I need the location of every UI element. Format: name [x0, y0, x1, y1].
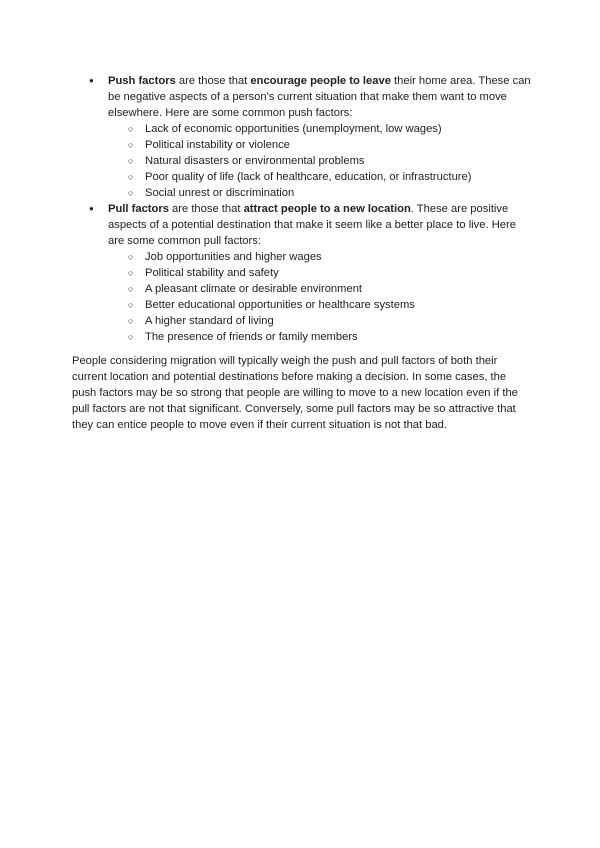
filled-bullet-icon: ● [89, 76, 94, 85]
hollow-bullet-icon: ○ [128, 124, 134, 134]
hollow-bullet-icon: ○ [128, 140, 134, 150]
push-text-1: are those that [175, 75, 251, 87]
hollow-bullet-icon: ○ [128, 268, 134, 278]
conclusion-paragraph: People considering migration will typically weigh the push and pull factors of both their current location and potential destinations before making a decision. In some cases, the push factors may be so strong that people are willing to move to a new location even if the pull factors are not that significant. Conversely, some pull factors may be so attractive that they can entice people to move even if their current situation is not that bad. [72, 355, 518, 431]
hollow-bullet-icon: ○ [128, 188, 134, 198]
list-item: ○ Natural disasters or environmental problems [128, 155, 365, 167]
push-factors-sublist [108, 121, 532, 201]
list-item: ○ Job opportunities and higher wages [128, 251, 322, 263]
hollow-bullet-icon: ○ [128, 332, 134, 342]
pull-emphasis: attract people to a new location [243, 203, 411, 215]
pull-text-2: . These are positive aspects of a potential destination that make it seem like a better place to live. Here are some common pull factors: [108, 203, 516, 247]
hollow-bullet-icon: ○ [128, 156, 134, 166]
list-item: ○ Political instability or violence [128, 139, 290, 151]
list-item: ○ A higher standard of living [128, 315, 274, 327]
factor-list [72, 73, 532, 345]
list-item: ○ A pleasant climate or desirable environment [128, 283, 363, 295]
pull-factors-sublist [108, 249, 532, 345]
push-term: Push factors [108, 75, 176, 87]
push-factors-item [72, 73, 532, 201]
pull-text-1: are those that [168, 203, 244, 215]
hollow-bullet-icon: ○ [128, 316, 134, 326]
hollow-bullet-icon: ○ [128, 252, 134, 262]
list-item: ○ The presence of friends or family members [128, 331, 358, 343]
pull-factors-item [72, 201, 532, 345]
push-text-2: their home area. These can be negative aspects of a person's current situation that make them want to move elsewhere. Here are some common push factors: [108, 75, 531, 119]
hollow-bullet-icon: ○ [128, 284, 134, 294]
list-item: ○ Social unrest or discrimination [128, 187, 295, 199]
list-item: ○ Better educational opportunities or healthcare systems [128, 299, 415, 311]
filled-bullet-icon: ● [89, 204, 94, 213]
pull-term: Pull factors [108, 203, 169, 215]
hollow-bullet-icon: ○ [128, 172, 134, 182]
hollow-bullet-icon: ○ [128, 300, 134, 310]
list-item: ○ Political stability and safety [128, 267, 279, 279]
push-emphasis: encourage people to leave [250, 75, 391, 87]
document-body [72, 73, 532, 433]
list-item: ○ Poor quality of life (lack of healthcare, education, or infrastructure) [128, 171, 472, 183]
list-item: ○ Lack of economic opportunities (unemployment, low wages) [128, 123, 442, 135]
